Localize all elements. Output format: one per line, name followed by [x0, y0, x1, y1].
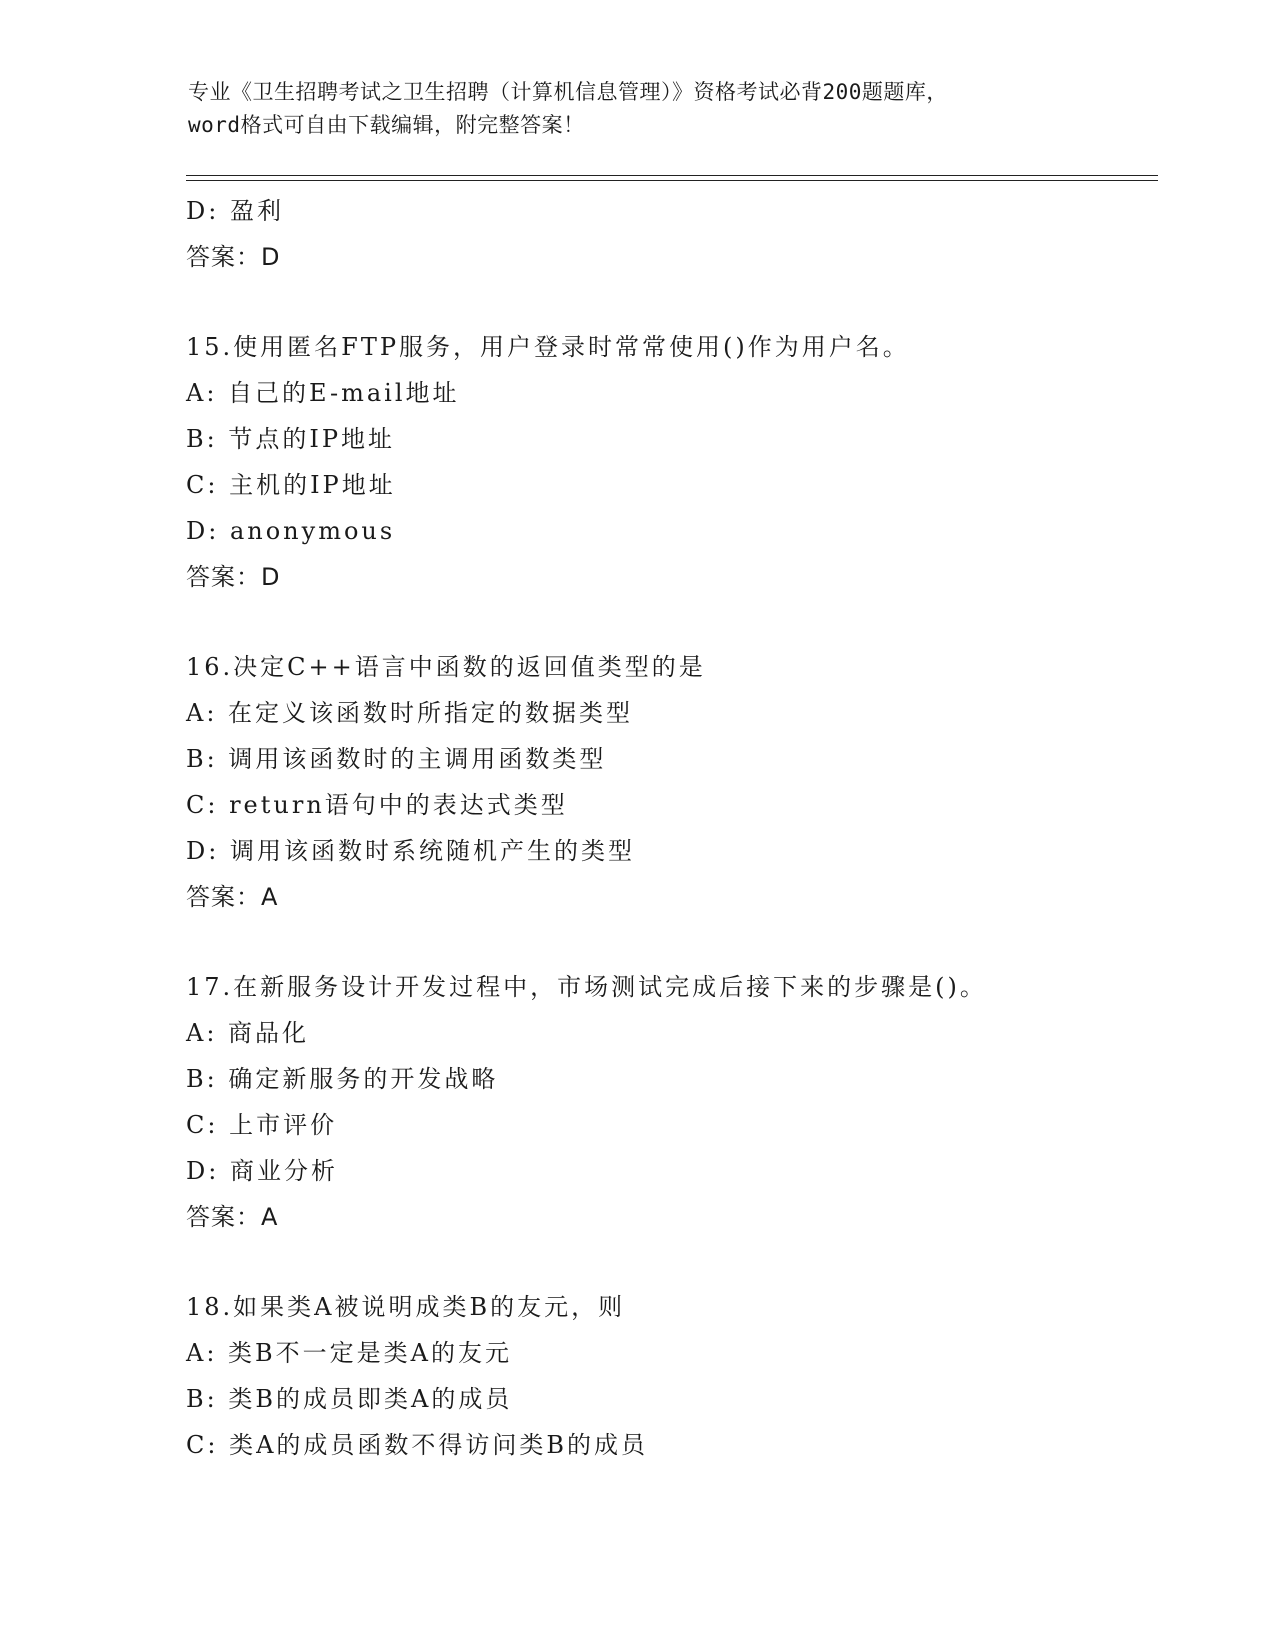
answer-line: 答案：A — [186, 883, 279, 911]
spacer — [186, 920, 1166, 964]
option-line: C: 上市评价 — [186, 1111, 338, 1139]
option-line: A: 类B不一定是类A的友元 — [186, 1339, 513, 1367]
answer-line: 答案：D — [186, 563, 281, 591]
option-line: C: return语句中的表达式类型 — [186, 791, 568, 819]
option-line: B: 节点的IP地址 — [186, 425, 395, 453]
question-block-continued — [186, 188, 1166, 280]
option-line: A: 自己的E-mail地址 — [186, 379, 460, 407]
header-divider-bottom — [186, 180, 1158, 181]
spacer — [186, 280, 1166, 324]
header-title-line-1: 专业《卫生招聘考试之卫生招聘（计算机信息管理）》资格考试必背200题题库， — [188, 80, 948, 104]
header-title-line-2: word格式可自由下载编辑，附完整答案！ — [188, 113, 585, 137]
spacer — [186, 1240, 1166, 1284]
question-block-18 — [186, 1284, 1166, 1468]
question-stem: 16.决定C++语言中函数的返回值类型的是 — [186, 653, 706, 681]
question-block-16 — [186, 644, 1166, 920]
option-line: D: 调用该函数时系统随机产生的类型 — [186, 837, 635, 865]
option-line: C: 类A的成员函数不得访问类B的成员 — [186, 1431, 649, 1459]
header-divider-top — [186, 175, 1158, 176]
option-line: D: 商业分析 — [186, 1157, 338, 1185]
option-line: D: anonymous — [186, 517, 396, 545]
option-line: B: 调用该函数时的主调用函数类型 — [186, 745, 607, 773]
spacer — [186, 600, 1166, 644]
answer-line: 答案：D — [186, 243, 281, 271]
option-line: C: 主机的IP地址 — [186, 471, 396, 499]
question-stem: 17.在新服务设计开发过程中，市场测试完成后接下来的步骤是()。 — [186, 973, 987, 1001]
option-line: A: 在定义该函数时所指定的数据类型 — [186, 699, 634, 727]
question-stem: 18.如果类A被说明成类B的友元，则 — [186, 1293, 626, 1321]
question-block-15 — [186, 324, 1166, 600]
question-list — [186, 188, 1166, 1468]
document-header — [188, 76, 1168, 142]
option-line: B: 确定新服务的开发战略 — [186, 1065, 499, 1093]
question-block-17 — [186, 964, 1166, 1240]
answer-line: 答案：A — [186, 1203, 279, 1231]
question-stem: 15.使用匿名FTP服务，用户登录时常常使用()作为用户名。 — [186, 333, 910, 361]
option-line: D: 盈利 — [186, 197, 284, 225]
option-line: A: 商品化 — [186, 1019, 310, 1047]
option-line: B: 类B的成员即类A的成员 — [186, 1385, 513, 1413]
